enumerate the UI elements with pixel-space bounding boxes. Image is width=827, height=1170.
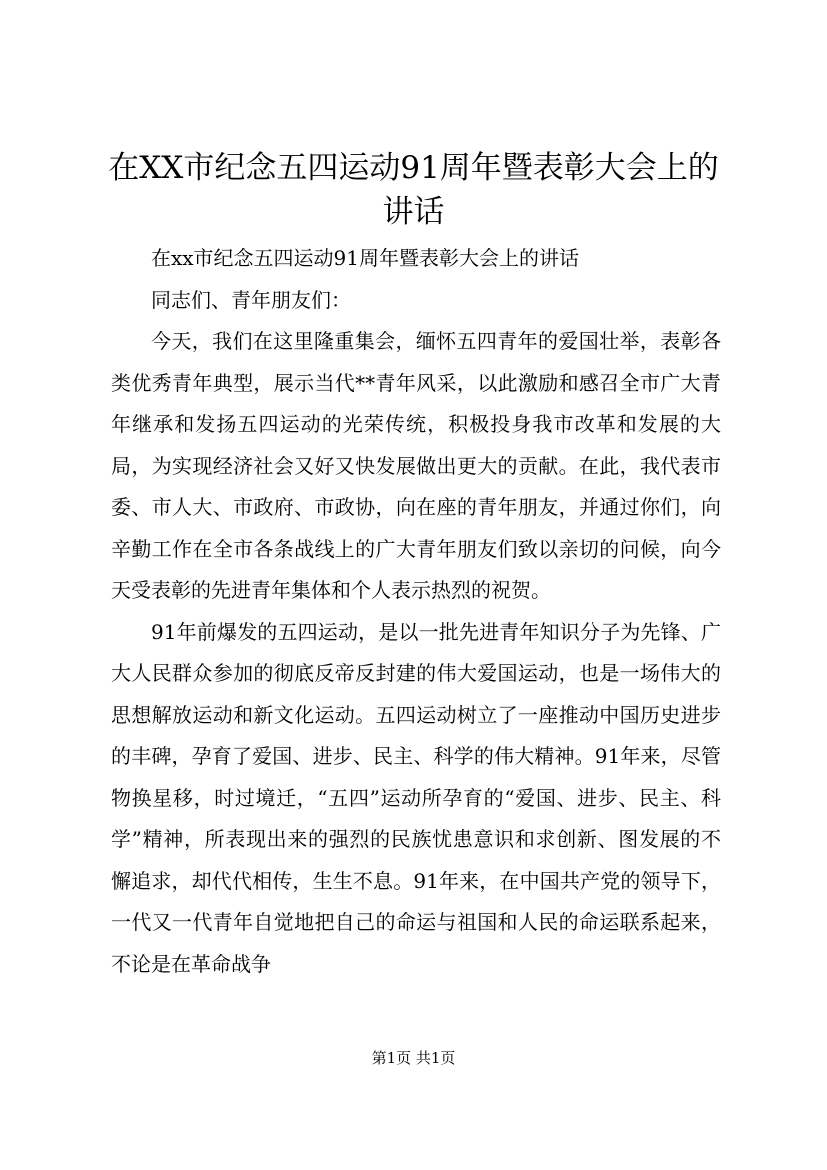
document-body bbox=[111, 238, 721, 985]
body-paragraph: 今天，我们在这里隆重集会，缅怀五四青年的爱国壮举，表彰各类优秀青年典型，展示当代**青年风采，以此激励和感召全市广大青年继承和发扬五四运动的光荣传统，积极投身我市改革和发展的大局，为实现经济社会又好又快发展做出更大的贡献。在此，我代表市委、市人大、市政府、市政协，向在座的青年朋友，并通过你们，向辛勤工作在全市各条战线上的广大青年朋友们致以亲切的问候，向今天受表彰的先进青年集体和个人表示热烈的祝贺。 bbox=[111, 329, 721, 602]
title-line-1: 在XX市纪念五四运动91周年暨表彰大会上的 bbox=[108, 150, 719, 186]
salutation-paragraph: 同志们、青年朋友们： bbox=[151, 287, 351, 312]
title-line-2: 讲话 bbox=[382, 194, 445, 230]
body-paragraph: 91年前爆发的五四运动，是以一批先进青年知识分子为先锋、广大人民群众参加的彻底反帝反封建的伟大爱国运动，也是一场伟大的思想解放运动和新文化运动。五四运动树立了一座推动中国历史进步的丰碑，孕育了爱国、进步、民主、科学的伟大精神。91年来，尽管物换星移，时过境迁，“五四”运动所孕育的“爱国、进步、民主、科学”精神，所表现出来的强烈的民族忧患意识和求创新、图发展的不懈追求，却代代相传，生生不息。91年来，在中国共产党的领导下，一代又一代青年自觉地把自己的命运与祖国和人民的命运联系起来，不论是在革命战争 bbox=[111, 619, 721, 976]
page-footer: 第1页 共1页 bbox=[371, 1049, 456, 1067]
subtitle-paragraph: 在xx市纪念五四运动91周年暨表彰大会上的讲话 bbox=[151, 246, 580, 270]
document-title bbox=[60, 146, 767, 234]
